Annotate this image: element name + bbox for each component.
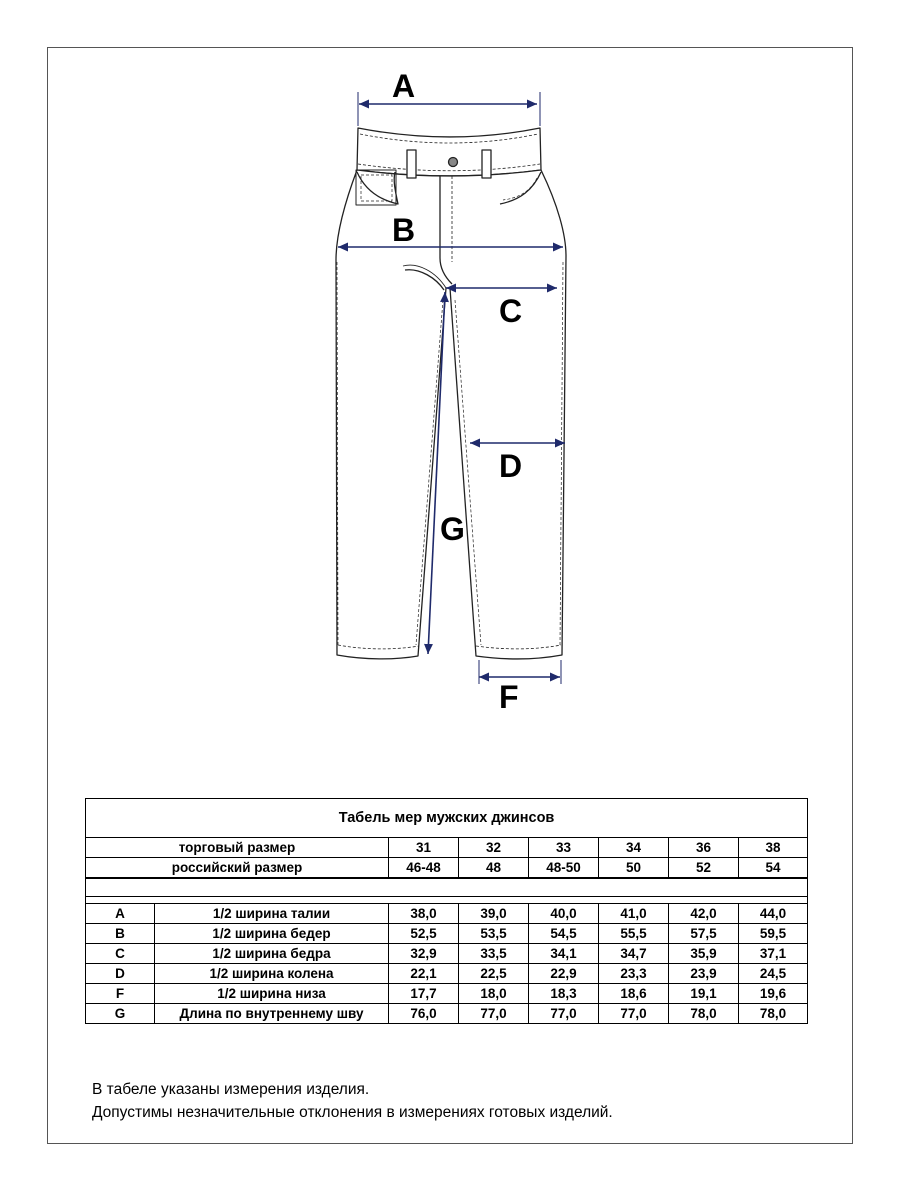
measurement-value: 34,7	[599, 944, 669, 964]
russian-size-row	[86, 858, 808, 879]
trade-size-cell: 38	[739, 838, 808, 858]
measurement-value: 77,0	[529, 1004, 599, 1024]
measurement-value: 18,6	[599, 984, 669, 1004]
measurement-value: 19,1	[669, 984, 739, 1004]
measurement-value: 76,0	[389, 1004, 459, 1024]
measurement-value: 39,0	[459, 904, 529, 924]
label-g: G	[440, 511, 465, 547]
measurement-value: 42,0	[669, 904, 739, 924]
measurement-value: 23,9	[669, 964, 739, 984]
label-a: A	[392, 68, 416, 104]
russian-size-cell: 54	[739, 858, 808, 879]
label-f: F	[499, 679, 519, 715]
trade-size-cell: 32	[459, 838, 529, 858]
note-line-2: Допустимы незначительные отклонения в измерениях готовых изделий.	[92, 1104, 613, 1121]
measurement-value: 37,1	[739, 944, 808, 964]
measurement-code: A	[86, 904, 155, 924]
blank-row	[86, 878, 808, 897]
measurement-value: 77,0	[599, 1004, 669, 1024]
trade-size-cell: 34	[599, 838, 669, 858]
measurement-name: 1/2 ширина бедра	[155, 944, 389, 964]
measurement-code: G	[86, 1004, 155, 1024]
trade-size-label: торговый размер	[86, 838, 389, 858]
measurement-name: Длина по внутреннему шву	[155, 1004, 389, 1024]
russian-size-cell: 52	[669, 858, 739, 879]
notes	[92, 1078, 613, 1124]
measurement-name: 1/2 ширина талии	[155, 904, 389, 924]
measurement-value: 38,0	[389, 904, 459, 924]
spacer-row	[86, 897, 808, 904]
russian-size-label: российский размер	[86, 858, 389, 879]
spacer-cell	[86, 897, 808, 904]
trade-size-row	[86, 838, 808, 858]
measurement-value: 54,5	[529, 924, 599, 944]
measurement-code: D	[86, 964, 155, 984]
measurement-code: B	[86, 924, 155, 944]
measurement-value: 53,5	[459, 924, 529, 944]
measurement-name: 1/2 ширина колена	[155, 964, 389, 984]
measurement-value: 34,1	[529, 944, 599, 964]
note-line-1: В табеле указаны измерения изделия.	[92, 1081, 370, 1098]
russian-size-cell: 48	[459, 858, 529, 879]
measurement-value: 41,0	[599, 904, 669, 924]
measurement-row	[86, 964, 808, 984]
measurement-name: 1/2 ширина низа	[155, 984, 389, 1004]
measurement-row	[86, 924, 808, 944]
measurement-value: 59,5	[739, 924, 808, 944]
russian-size-cell: 46-48	[389, 858, 459, 879]
measurement-code: F	[86, 984, 155, 1004]
table-title: Табель мер мужских джинсов	[86, 799, 808, 838]
measurement-value: 18,0	[459, 984, 529, 1004]
measurement-value: 22,5	[459, 964, 529, 984]
russian-size-cell: 48-50	[529, 858, 599, 879]
measurement-row	[86, 904, 808, 924]
trade-size-cell: 33	[529, 838, 599, 858]
label-d: D	[499, 448, 523, 484]
trade-size-cell: 31	[389, 838, 459, 858]
measurement-value: 55,5	[599, 924, 669, 944]
measurement-value: 40,0	[529, 904, 599, 924]
measurement-value: 77,0	[459, 1004, 529, 1024]
measurement-value: 32,9	[389, 944, 459, 964]
measurement-value: 78,0	[669, 1004, 739, 1024]
label-b: B	[392, 212, 416, 248]
measurement-value: 33,5	[459, 944, 529, 964]
blank-cell	[86, 878, 808, 897]
measurement-value: 35,9	[669, 944, 739, 964]
measurement-value: 24,5	[739, 964, 808, 984]
measurement-code: C	[86, 944, 155, 964]
measurement-row	[86, 984, 808, 1004]
measurement-value: 44,0	[739, 904, 808, 924]
label-c: C	[499, 293, 523, 329]
measurement-value: 19,6	[739, 984, 808, 1004]
measurement-value: 23,3	[599, 964, 669, 984]
measurement-row	[86, 1004, 808, 1024]
trade-size-cell: 36	[669, 838, 739, 858]
measurement-value: 78,0	[739, 1004, 808, 1024]
measurement-value: 22,9	[529, 964, 599, 984]
russian-size-cell: 50	[599, 858, 669, 879]
size-chart-table	[85, 798, 808, 1024]
measurement-name: 1/2 ширина бедер	[155, 924, 389, 944]
measurement-value: 57,5	[669, 924, 739, 944]
measurement-value: 17,7	[389, 984, 459, 1004]
measurement-value: 22,1	[389, 964, 459, 984]
measurement-value: 52,5	[389, 924, 459, 944]
measurement-row	[86, 944, 808, 964]
jeans-outline	[336, 128, 566, 659]
measurement-value: 18,3	[529, 984, 599, 1004]
